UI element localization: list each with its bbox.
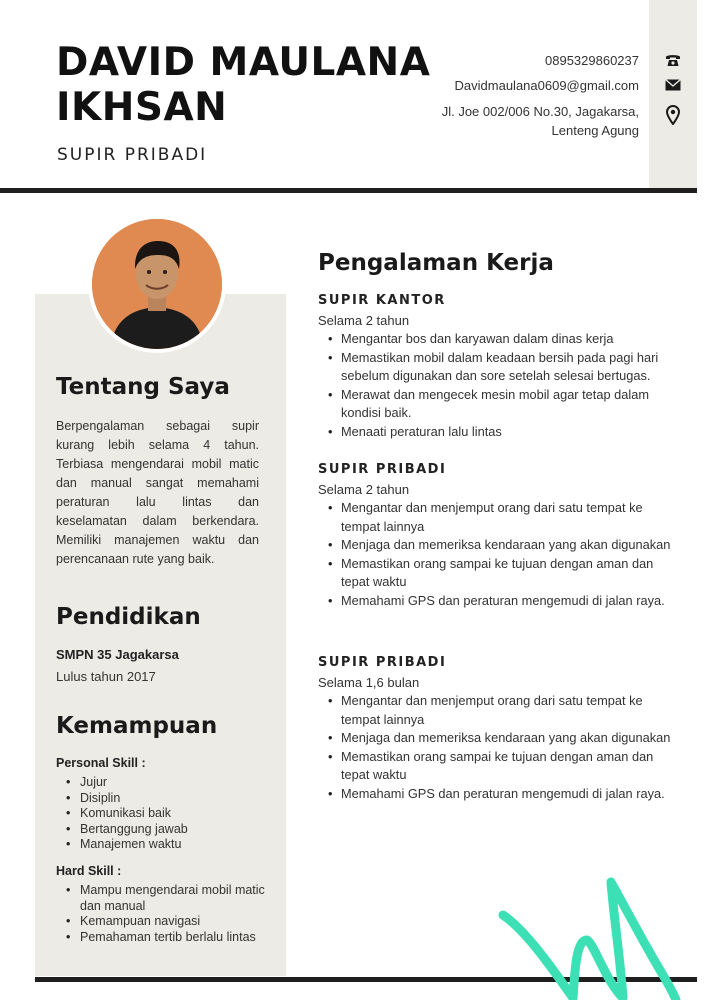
- list-item: • Komunikasi baik: [66, 806, 188, 822]
- header-divider: [0, 188, 697, 193]
- job-duration: Selama 2 tahun: [318, 482, 410, 497]
- list-item: • Disiplin: [66, 791, 188, 807]
- list-item: • Manajemen waktu: [66, 837, 188, 853]
- list-item: • Mengantar bos dan karyawan dalam dinas kerja: [328, 330, 678, 349]
- about-heading: Tentang Saya: [56, 374, 230, 400]
- list-item: • Memahami GPS dan peraturan mengemudi di jalan raya.: [328, 592, 678, 611]
- job-entry: [318, 462, 678, 610]
- experience-heading: Pengalaman Kerja: [318, 250, 554, 276]
- personal-skill-label: Personal Skill :: [56, 756, 146, 770]
- address-line-2: Lenteng Agung: [551, 123, 639, 138]
- list-item: • Merawat dan mengecek mesin mobil agar tetap dalam kondisi baik.: [328, 386, 678, 423]
- list-item: • Pemahaman tertib berlalu lintas: [66, 930, 266, 946]
- avatar: [92, 219, 222, 349]
- job-title: SUPIR PRIBADI: [318, 462, 447, 477]
- header-accent-strip: [649, 0, 697, 190]
- hard-skill-label: Hard Skill :: [56, 864, 122, 878]
- education-school: SMPN 35 Jagakarsa: [56, 647, 179, 662]
- list-item: • Kemampuan navigasi: [66, 914, 266, 930]
- job-duties: [318, 499, 678, 610]
- personal-skill-list: [66, 775, 188, 853]
- list-item: • Memastikan orang sampai ke tujuan dengan aman dan tepat waktu: [328, 555, 678, 592]
- envelope-icon: [661, 75, 685, 95]
- list-item: • Memastikan mobil dalam keadaan bersih pada pagi hari sebelum digunakan dan sore setelah selesai bertugas.: [328, 349, 678, 386]
- list-item: • Menjaga dan memeriksa kendaraan yang akan digunakan: [328, 536, 678, 555]
- contact-email: Davidmaulana0609@gmail.com: [454, 78, 639, 93]
- phone-icon: [661, 50, 685, 70]
- list-item: • Jujur: [66, 775, 188, 791]
- name-line-1: DAVID MAULANA: [56, 40, 431, 85]
- list-item: • Menaati peraturan lalu lintas: [328, 423, 678, 442]
- job-entry: [318, 293, 678, 441]
- education-heading: Pendidikan: [56, 604, 201, 630]
- address-line-1: Jl. Joe 002/006 No.30, Jagakarsa,: [441, 104, 639, 119]
- list-item: • Menjaga dan memeriksa kendaraan yang akan digunakan: [328, 729, 678, 748]
- job-title: SUPIR KANTOR: [318, 293, 446, 308]
- profile-photo: [88, 215, 226, 353]
- job-duties: [318, 692, 678, 803]
- job-duration: Selama 1,6 bulan: [318, 675, 420, 690]
- job-duties: [318, 330, 678, 441]
- hard-skill-list: [66, 883, 266, 945]
- job-title: SUPIR PRIBADI: [318, 655, 447, 670]
- contact-phone: 0895329860237: [545, 53, 639, 68]
- map-pin-icon: [661, 103, 685, 127]
- list-item: • Mampu mengendarai mobil matic dan manual: [66, 883, 266, 914]
- list-item: • Memastikan orang sampai ke tujuan dengan aman dan tepat waktu: [328, 748, 678, 785]
- job-entry: [318, 655, 678, 803]
- job-duration: Selama 2 tahun: [318, 313, 410, 328]
- contact-address: [442, 102, 639, 140]
- education-year: Lulus tahun 2017: [56, 669, 156, 684]
- decorative-squiggle: [495, 870, 715, 1000]
- skills-heading: Kemampuan: [56, 713, 218, 739]
- list-item: • Mengantar dan menjemput orang dari satu tempat ke tempat lainnya: [328, 692, 678, 729]
- candidate-name: [56, 40, 436, 130]
- list-item: • Bertanggung jawab: [66, 822, 188, 838]
- name-line-2: IKHSAN: [56, 85, 228, 130]
- list-item: • Mengantar dan menjemput orang dari satu tempat ke tempat lainnya: [328, 499, 678, 536]
- candidate-title: SUPIR PRIBADI: [57, 145, 208, 165]
- about-text: Berpengalaman sebagai supir kurang lebih selama 4 tahun. Terbiasa mengendarai mobil matic dan manual sangat memahami peraturan lalu lintas dan keselamatan dalam berkendara. Memiliki manajemen waktu dan perencanaan rute yang baik.: [56, 419, 259, 566]
- list-item: • Memahami GPS dan peraturan mengemudi di jalan raya.: [328, 785, 678, 804]
